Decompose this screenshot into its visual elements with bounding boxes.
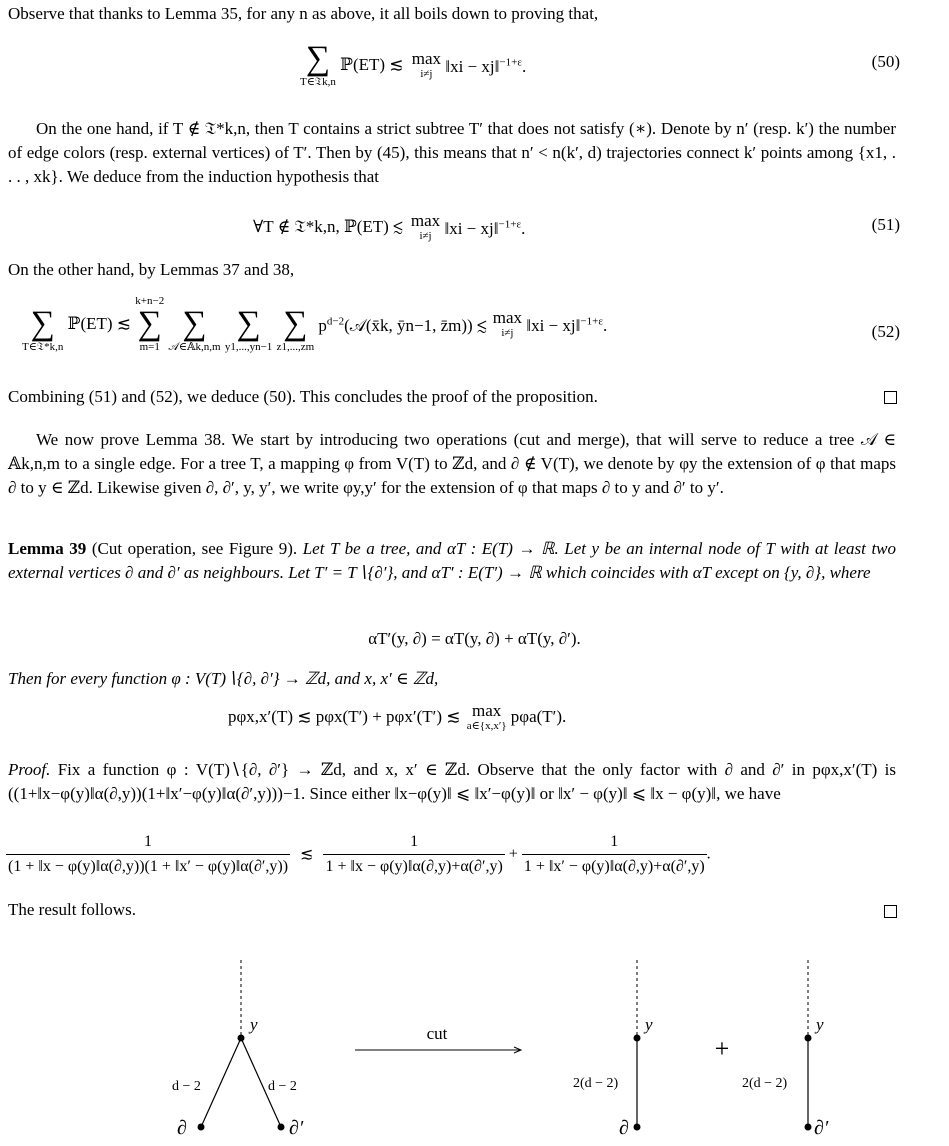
sum-symbol: ∑ y1,...,yn−1	[224, 305, 273, 353]
paragraph-other-hand: On the other hand, by Lemmas 37 and 38,	[8, 260, 295, 279]
label-partial-prime: ∂′	[814, 1117, 829, 1139]
max-operator: max i≠j	[411, 49, 442, 80]
equation-51	[253, 212, 713, 242]
label-partial: ∂	[619, 1117, 629, 1139]
lemma-39	[8, 537, 896, 585]
paragraph-lemma38-intro: We now prove Lemma 38. We start by introducing two operations (cut and merge), that will serve to reduce a tree 𝒜 ∈ 𝔸k,n,m to a single edge. For a tree T, a mapping φ from V(T) to ℤd, and ∂ ∉ V(T), we denote by φy the extension of φ that maps ∂ to y ∈ ℤd. Likewise given ∂, ∂′, y, y′, we write φy,y′ for the extension of φ that maps ∂ to y and ∂′ to y′.	[8, 430, 896, 497]
paragraph-one-hand: On the one hand, if T ∉ 𝔗*k,n, then T contains a strict subtree T′ that does not satisfy (∗). Denote by n′ (resp. k′) the number of edge colors (resp. external vertices) of T′. Then by (45), this means that n′ < n(k′, d) trajectories connect k′ points among {x1, . . . , xk}. We deduce from the induction hypothesis that	[8, 119, 896, 186]
label-cut: cut	[426, 1024, 448, 1043]
node-y	[634, 1035, 641, 1042]
eq52-term-1: ℙ(ET) ≲	[67, 314, 132, 333]
label-right-edge: d − 2	[268, 1079, 297, 1094]
lemma-heading: Lemma 39	[8, 539, 87, 558]
eq52-body: $p^{d-2}(𝒜(x̄k$, ȳn−1, z̄m)) ≲	[318, 315, 487, 336]
sum-symbol: ∑ T∈𝔗k,n	[300, 40, 336, 88]
node-y	[238, 1035, 245, 1042]
qed-box	[884, 391, 897, 404]
label-y: y	[250, 1015, 258, 1034]
proof-paragraph	[8, 758, 896, 806]
label-edge-weight: 2(d − 2)	[573, 1076, 619, 1091]
label-partial: ∂	[177, 1117, 187, 1139]
sum-subscript: T∈𝔗k,n	[300, 76, 336, 88]
sum-subscript-3: 𝒜∈𝔸k,n,m	[168, 341, 221, 353]
qed-box	[884, 905, 897, 918]
eq-p-body: pφx,x′(T) ≲ pφx(T′) + pφx′(T′) ≲	[228, 707, 461, 726]
lemma-text: Let T be a tree, and αT : E(T) → ℝ. Let y be an internal node of T with at least two external vertices ∂ and ∂′ as neighbours. Let T′ = T∖{∂′}, and αT′ : E(T′) → ℝ which coincides with αT except on {y, ∂}, where	[8, 539, 897, 582]
node-y	[805, 1035, 812, 1042]
figure-cut-operation	[0, 950, 949, 1146]
paragraph-combining: Combining (51) and (52), we deduce (50). This concludes the proof of the proposition.	[8, 387, 598, 406]
max-operator: max i≠j	[410, 211, 441, 242]
proof-heading: Proof.	[8, 760, 51, 779]
eq-number-50: (50)	[871, 52, 900, 71]
equation-50	[300, 42, 720, 88]
equation-p	[228, 702, 728, 732]
equation-fractions	[6, 830, 946, 879]
max-operator: max a∈{x,x′}	[466, 701, 507, 732]
max-subscript: i≠j	[420, 68, 433, 80]
paragraph-result-follows: The result follows.	[8, 900, 136, 919]
period: .	[706, 845, 711, 863]
label-plus: +	[714, 1034, 730, 1063]
label-partial-prime: ∂′	[289, 1117, 304, 1139]
max-subscript: a∈{x,x′}	[466, 720, 507, 732]
max-operator: max i≠j	[492, 308, 523, 339]
sum-symbol: ∑ T∈𝔗*k,n	[22, 305, 64, 353]
eq-p-rhs: pφa(T′).	[510, 707, 567, 726]
node-partial-prime	[805, 1124, 812, 1131]
fraction-2: $\frac{1}{1 + ‖x - \varphi(y)‖\alpha(\partial,y)+\alpha(\partial',y)}$	[323, 830, 504, 879]
proof-text: Fix a function φ : V(T)∖{∂, ∂′} → ℤd, and x, x′ ∈ ℤd. Observe that the only factor with ∂ and ∂′ in pφx,x′(T) is ((1+‖x−φ(y)‖α(∂,y))(1+‖x′−φ(y)‖α(∂′,y)))−1. Since either ‖x−φ(y)‖ ⩽ ‖x′−φ(y)‖ or ‖x′ − φ(y)‖ ⩽ ‖x − φ(y)‖, we have	[8, 760, 896, 803]
max-subscript: i≠j	[501, 327, 514, 339]
max-subscript: i≠j	[419, 230, 432, 242]
eq52-rhs: ‖xi − xj‖$^{-1+\varepsilon}$.	[526, 315, 608, 336]
sum-subscript-5: z1,...,zm	[276, 341, 315, 353]
lemma-paren: (Cut operation, see Figure 9).	[91, 539, 298, 558]
label-y: y	[645, 1015, 653, 1034]
node-partial	[198, 1124, 205, 1131]
eq50-rhs: ‖xi − xj‖$^{-1+\varepsilon}$.	[445, 56, 527, 77]
eq51-lhs: ∀T ∉ 𝔗*k,n, ℙ(ET) ≲	[253, 217, 403, 236]
eq50-lhs: ℙ(ET) ≲	[340, 55, 404, 74]
paragraph-intro: Observe that thanks to Lemma 35, for any n as above, it all boils down to proving that,	[8, 4, 599, 23]
relation-symbol: ≲	[300, 845, 314, 863]
label-left-edge: d − 2	[172, 1079, 201, 1094]
sum-subscript-1: T∈𝔗*k,n	[22, 341, 64, 353]
equation-52	[22, 295, 852, 353]
label-edge-weight: 2(d − 2)	[742, 1076, 788, 1091]
sum-subscript-4: y1,...,yn−1	[224, 341, 273, 353]
tree-edge	[201, 1038, 241, 1127]
fraction-3: $\frac{1}{1 + ‖x' - \varphi(y)‖\alpha(\partial,y)+\alpha(\partial',y)}$	[522, 830, 707, 879]
equation-alpha: αT′(y, ∂) = αT(y, ∂) + αT(y, ∂′).	[368, 629, 581, 648]
fraction-1: $\frac{1}{(1 + ‖x - \varphi(y)‖\alpha(\partial,y))(1 + ‖x' - \varphi(y)‖\alpha(\partial',y))}$	[6, 830, 290, 879]
eq51-rhs: ‖xi − xj‖$^{-1+\varepsilon}$.	[444, 218, 526, 239]
plus-symbol: +	[508, 845, 518, 863]
eq-number-52: (52)	[871, 322, 900, 341]
sum-subscript-2: m=1	[139, 341, 160, 353]
eq-number-51: (51)	[871, 215, 900, 234]
sum-symbol: ∑ 𝒜∈𝔸k,n,m	[168, 305, 221, 353]
node-partial	[634, 1124, 641, 1131]
sum-symbol: k+n−2 ∑ m=1	[135, 295, 165, 353]
paragraph-then: Then for every function φ : V(T)∖{∂, ∂′} → ℤd, and x, x′ ∈ ℤd,	[8, 669, 439, 688]
sum-superscript-2: k+n−2	[135, 295, 165, 307]
sum-symbol: ∑ z1,...,zm	[276, 305, 315, 353]
node-partial-prime	[278, 1124, 285, 1131]
label-y: y	[816, 1015, 824, 1034]
